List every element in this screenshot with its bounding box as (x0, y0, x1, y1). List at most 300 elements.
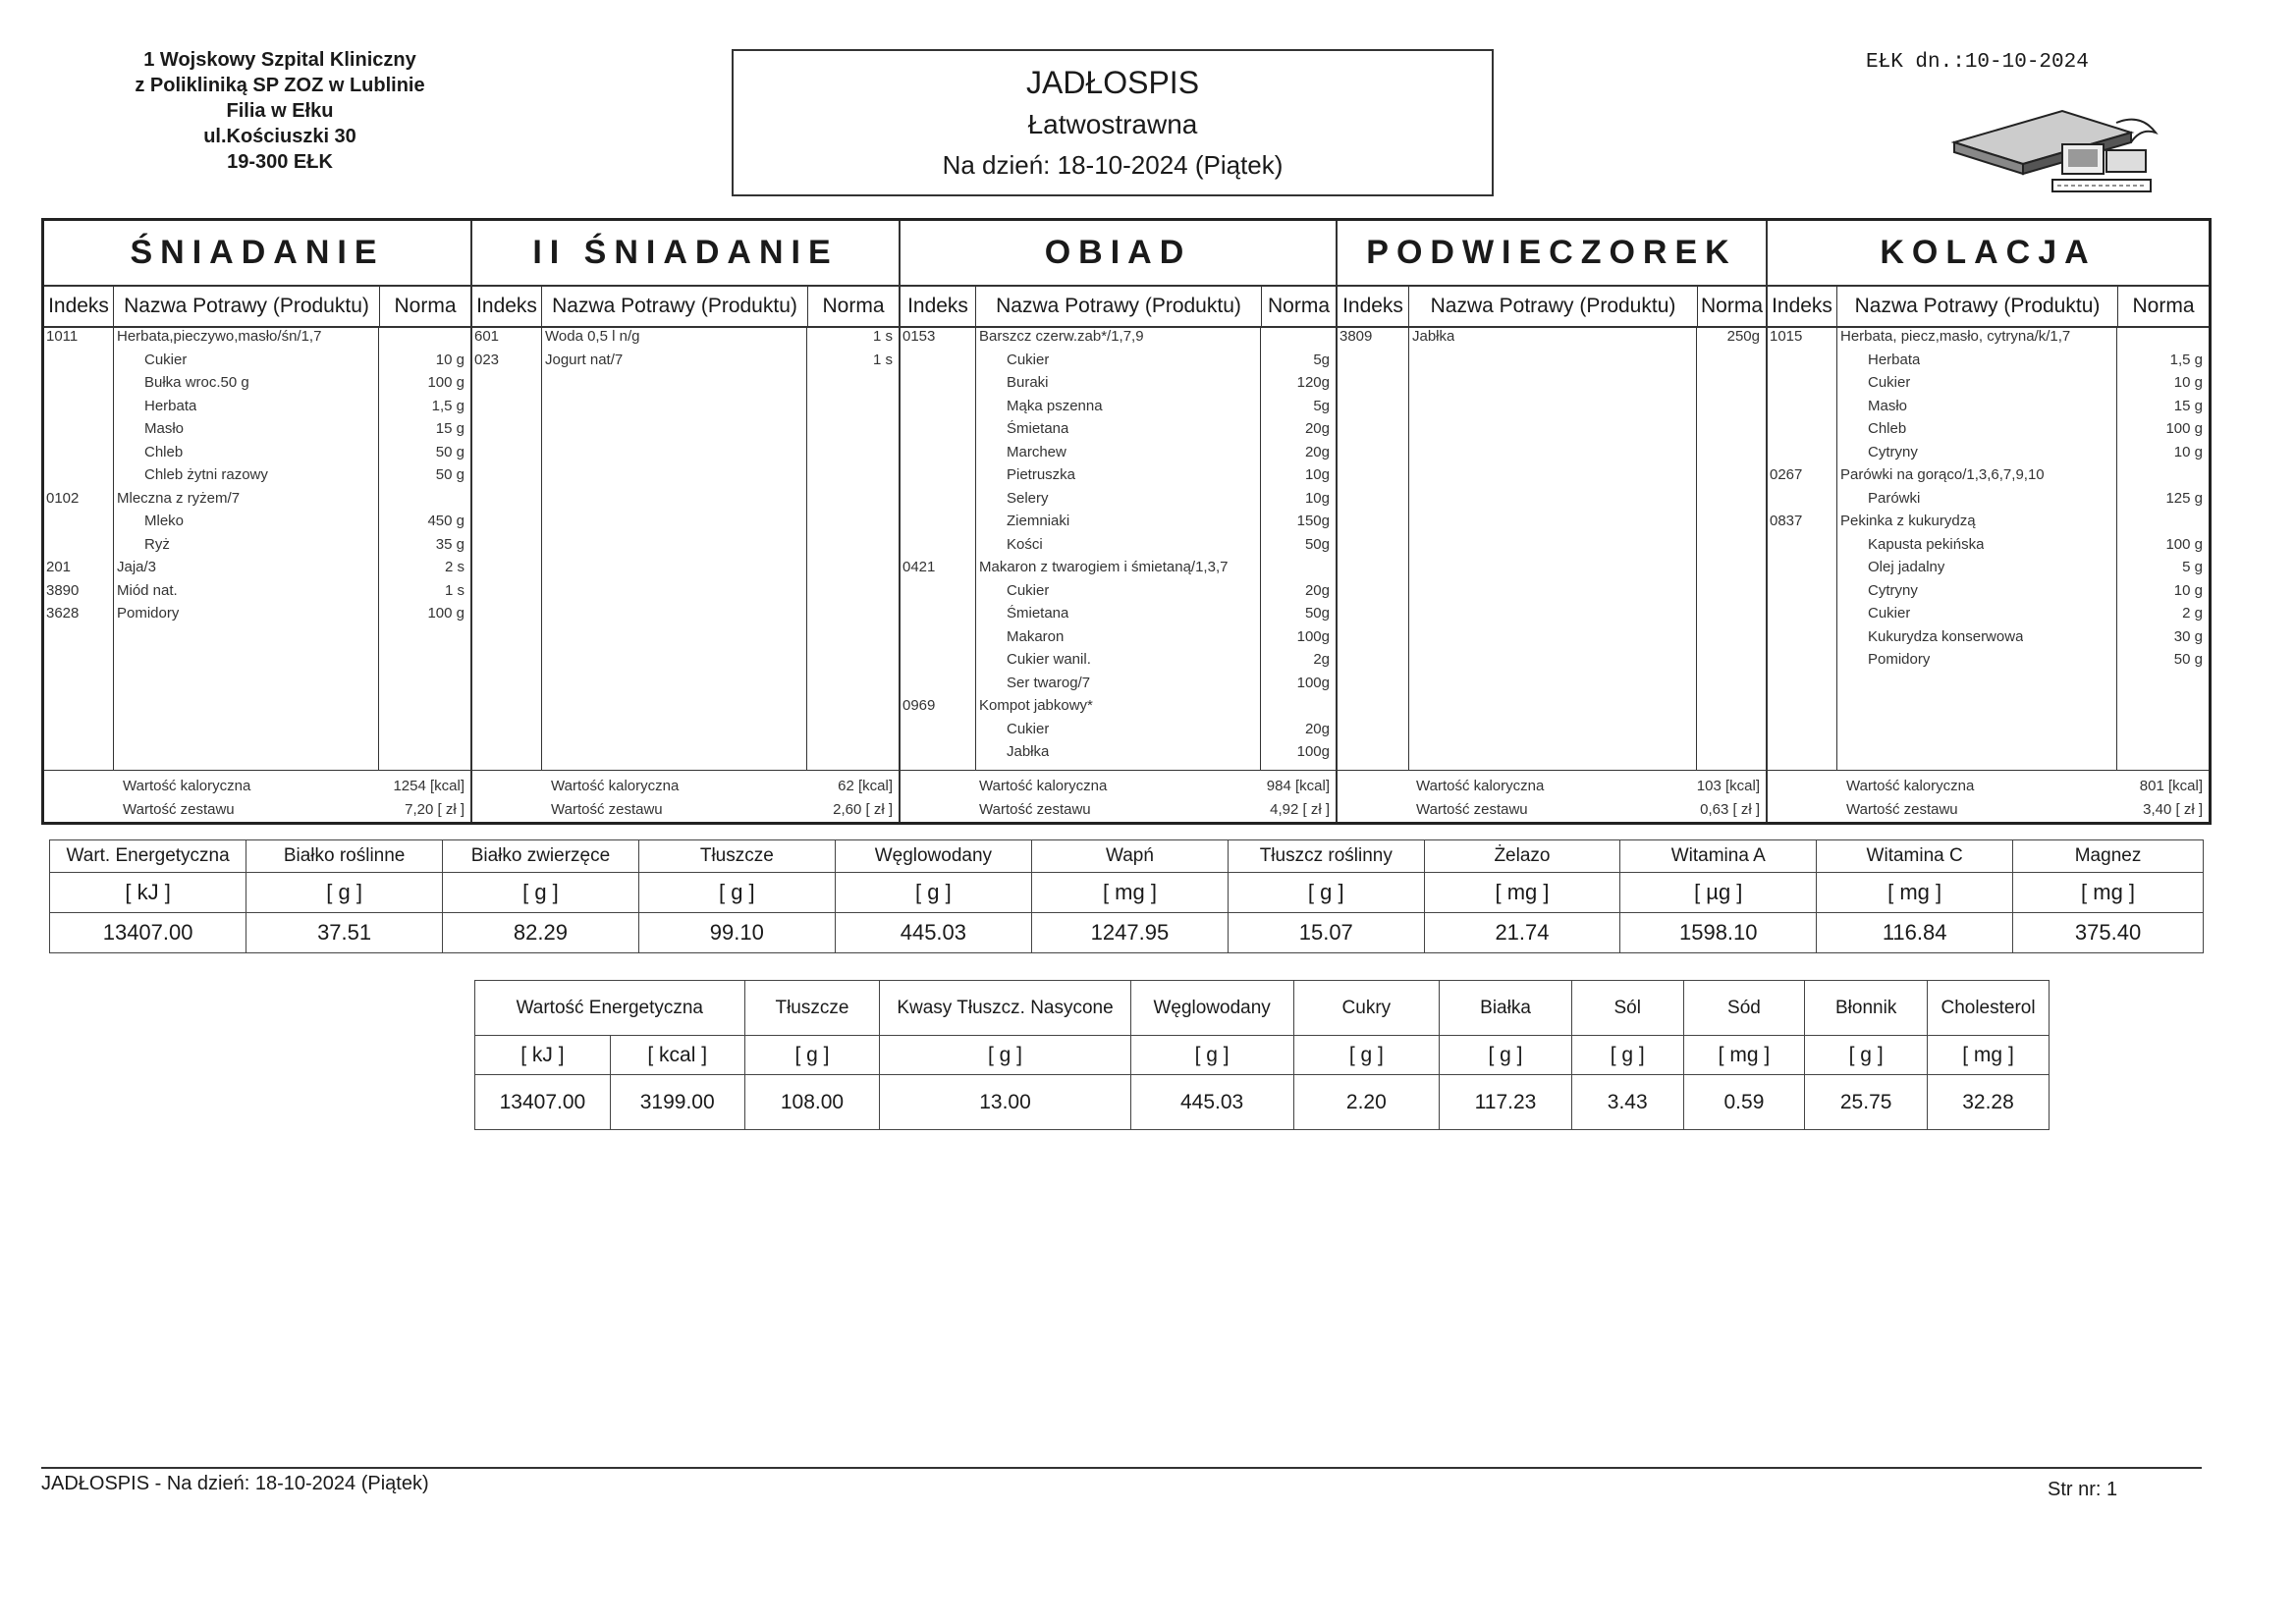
menu-row (44, 605, 470, 627)
nutrient-header: Żelazo (1424, 840, 1620, 873)
row-index: 0267 (1770, 466, 1803, 483)
summary-divider (44, 770, 470, 771)
nutrient-value: 116.84 (1817, 913, 2013, 953)
row-name: Jogurt nat/7 (545, 351, 624, 368)
row-name: Pietruszka (1007, 466, 1076, 483)
row-index: 0969 (902, 697, 936, 714)
menu-row (901, 628, 1336, 651)
row-norm: 250g (1726, 328, 1760, 345)
footer-divider (41, 1467, 2202, 1469)
diet-name: Łatwostrawna (1027, 109, 1198, 139)
kcal-value: 801 [kcal] (2139, 778, 2203, 794)
menu-row (1768, 420, 2209, 443)
menu-row (44, 374, 470, 397)
nutrient-header: Wapń (1032, 840, 1229, 873)
row-index: 3809 (1339, 328, 1373, 345)
menu-row (901, 697, 1336, 720)
menu-row (901, 352, 1336, 374)
kcal-label: Wartość kaloryczna (123, 778, 251, 794)
row-index: 601 (474, 328, 500, 345)
nutrient-header: Magnez (2013, 840, 2204, 873)
row-norm: 20g (1304, 720, 1330, 737)
cost-value: 0,63 [ zł ] (1700, 801, 1760, 818)
hospital-line: 19-300 EŁK (227, 151, 333, 173)
nutrient-value: 445.03 (835, 913, 1031, 953)
row-index: 3890 (46, 581, 80, 599)
row-norm: 1,5 g (431, 397, 465, 414)
row-name: Ziemniaki (1007, 513, 1070, 529)
row-norm: 15 g (2173, 397, 2203, 414)
nutrient-unit: [ g ] (442, 873, 638, 913)
menu-row (901, 582, 1336, 605)
row-norm: 50g (1304, 535, 1330, 553)
book-computer-logo (1944, 103, 2170, 196)
menu-row (1768, 444, 2209, 466)
nutrient-unit: [ mg ] (2013, 873, 2204, 913)
column-headers (1338, 287, 1766, 328)
cost-value: 7,20 [ zł ] (405, 801, 465, 818)
column-divider (1408, 326, 1409, 770)
column-norm: Norma (1267, 295, 1330, 317)
row-name: Śmietana (1007, 420, 1069, 437)
nutrient-value: 1247.95 (1032, 913, 1229, 953)
label-nutrient-unit: [ g ] (1805, 1036, 1928, 1075)
label-nutrient-header: Kwasy Tłuszcz. Nasycone (880, 981, 1130, 1036)
menu-row (1768, 628, 2209, 651)
menu-row (1768, 582, 2209, 605)
row-norm: 100g (1296, 743, 1330, 760)
column-norm: Norma (822, 295, 885, 317)
label-nutrient-unit: [ g ] (1571, 1036, 1683, 1075)
nutrient-value: 375.40 (2013, 913, 2204, 953)
summary-divider (472, 770, 899, 771)
row-name: Cukier (1007, 720, 1050, 737)
row-name: Cukier (1868, 374, 1911, 391)
cost-value: 3,40 [ zł ] (2143, 801, 2203, 818)
row-name: Mleczna z ryżem/7 (117, 489, 241, 507)
menu-row (901, 536, 1336, 559)
label-nutrient-value: 32.28 (1928, 1075, 2050, 1130)
nutrition-table-label (474, 980, 2050, 1130)
meal-title: KOLACJA (1768, 221, 2209, 287)
label-nutrient-value: 117.23 (1440, 1075, 1572, 1130)
column-index: Indeks (1768, 287, 1837, 326)
meal-body (1338, 326, 1766, 822)
hospital-line: 1 Wojskowy Szpital Kliniczny (143, 49, 416, 71)
cost-label: Wartość zestawu (1416, 801, 1528, 818)
meal-body (901, 326, 1336, 822)
row-norm: 100 g (427, 605, 465, 622)
row-name: Herbata (1868, 351, 1921, 368)
row-norm: 50 g (2173, 651, 2203, 668)
row-name: Kapusta pekińska (1868, 535, 1985, 553)
nutrient-unit: [ g ] (835, 873, 1031, 913)
row-norm: 50 g (435, 466, 465, 483)
row-name: Kompot jabkowy* (979, 697, 1093, 714)
menu-row (44, 328, 470, 351)
menu-row (44, 352, 470, 374)
row-name: Makaron (1007, 627, 1065, 645)
menu-row (901, 328, 1336, 351)
nutrient-unit: [ kJ ] (50, 873, 246, 913)
nutrient-unit: [ mg ] (1817, 873, 2013, 913)
row-norm: 50 g (435, 443, 465, 460)
nutrition-table-main (49, 839, 2204, 953)
row-norm: 100 g (2165, 535, 2203, 553)
row-norm: 1 s (872, 351, 893, 368)
nutrient-value: 13407.00 (50, 913, 246, 953)
menu-date: Na dzień: 18-10-2024 (Piątek) (942, 150, 1284, 180)
row-name: Herbata (144, 397, 197, 414)
nutrient-header: Węglowodany (835, 840, 1031, 873)
kcal-label: Wartość kaloryczna (979, 778, 1108, 794)
menu-row (1768, 352, 2209, 374)
cost-value: 4,92 [ zł ] (1270, 801, 1330, 818)
meal-title: PODWIECZOREK (1338, 221, 1766, 287)
column-headers (1768, 287, 2209, 328)
meal-afternoon-snack (1338, 221, 1768, 822)
summary-divider (901, 770, 1336, 771)
row-norm: 30 g (2173, 627, 2203, 645)
row-norm: 5g (1313, 351, 1330, 368)
meals-table (41, 218, 2212, 825)
row-norm: 35 g (435, 535, 465, 553)
label-nutrient-unit: [ mg ] (1683, 1036, 1805, 1075)
row-name: Masło (144, 420, 185, 437)
nutrient-value: 15.07 (1228, 913, 1424, 953)
label-nutrient-header: Tłuszcze (744, 981, 880, 1036)
label-nutrient-unit: [ g ] (1440, 1036, 1572, 1075)
row-name: Jabłka (1412, 328, 1455, 345)
menu-row (1768, 466, 2209, 489)
menu-row (901, 398, 1336, 420)
label-nutrient-header: Sól (1571, 981, 1683, 1036)
issue-date: EŁK dn.:10-10-2024 (1866, 51, 2089, 74)
row-name: Herbata, piecz,masło, cytryna/k/1,7 (1840, 328, 2071, 345)
cost-label: Wartość zestawu (1846, 801, 1958, 818)
menu-row (1768, 398, 2209, 420)
label-nutrient-value: 3199.00 (610, 1075, 744, 1130)
summary-divider (1768, 770, 2209, 771)
row-name: Jabłka (1007, 743, 1050, 760)
meal-lunch (901, 221, 1338, 822)
meal-body (472, 326, 899, 822)
row-norm: 5g (1313, 397, 1330, 414)
row-name: Ryż (144, 535, 170, 553)
hospital-line: Filia w Ełku (226, 100, 334, 122)
label-nutrient-value: 108.00 (744, 1075, 880, 1130)
row-name: Pekinka z kukurydzą (1840, 513, 1976, 529)
meal-title: ŚNIADANIE (44, 221, 470, 287)
menu-row (44, 420, 470, 443)
row-index: 1015 (1770, 328, 1803, 345)
meal-second-breakfast (472, 221, 901, 822)
row-index: 3628 (46, 605, 80, 622)
row-norm: 1 s (872, 328, 893, 345)
nutrient-value: 82.29 (442, 913, 638, 953)
row-name: Cytryny (1868, 443, 1918, 460)
meal-breakfast (44, 221, 472, 822)
menu-row (1768, 536, 2209, 559)
label-nutrient-unit: [ g ] (1293, 1036, 1440, 1075)
hospital-line: ul.Kościuszki 30 (203, 126, 356, 147)
footer-title: JADŁOSPIS - Na dzień: 18-10-2024 (Piątek) (41, 1473, 429, 1494)
menu-row (901, 605, 1336, 627)
menu-row (44, 444, 470, 466)
row-name: Pomidory (117, 605, 180, 622)
column-headers (472, 287, 899, 328)
row-norm: 50g (1304, 605, 1330, 622)
row-name: Barszcz czerw.zab*/1,7,9 (979, 328, 1144, 345)
row-index: 0837 (1770, 513, 1803, 529)
row-name: Pomidory (1868, 651, 1931, 668)
nutrient-unit: [ g ] (246, 873, 443, 913)
menu-row (472, 352, 899, 374)
row-norm: 10 g (2173, 443, 2203, 460)
row-norm: 10 g (435, 351, 465, 368)
nutrient-value: 99.10 (638, 913, 835, 953)
column-index: Indeks (44, 287, 114, 326)
column-divider (1696, 326, 1697, 770)
row-name: Selery (1007, 489, 1049, 507)
row-norm: 20g (1304, 581, 1330, 599)
row-name: Buraki (1007, 374, 1049, 391)
row-name: Makaron z twarogiem i śmietaną/1,3,7 (979, 559, 1229, 575)
meal-title: II ŚNIADANIE (472, 221, 899, 287)
row-norm: 100 g (2165, 420, 2203, 437)
label-nutrient-unit: [ kcal ] (610, 1036, 744, 1075)
nutrient-unit: [ g ] (1228, 873, 1424, 913)
column-name: Nazwa Potrawy (Produktu) (1837, 287, 2118, 326)
row-index: 0421 (902, 559, 936, 575)
row-index: 0153 (902, 328, 936, 345)
nutrient-header: Witamina A (1620, 840, 1817, 873)
menu-row (1768, 374, 2209, 397)
column-divider (806, 326, 807, 770)
column-norm: Norma (394, 295, 457, 317)
label-nutrient-unit: [ g ] (880, 1036, 1130, 1075)
row-name: Kukurydza konserwowa (1868, 627, 2024, 645)
row-name: Olej jadalny (1868, 559, 1945, 575)
row-norm: 1,5 g (2169, 351, 2203, 368)
row-norm: 100g (1296, 627, 1330, 645)
kcal-label: Wartość kaloryczna (1846, 778, 1975, 794)
column-index: Indeks (901, 287, 976, 326)
meal-dinner (1768, 221, 2209, 822)
row-norm: 10g (1304, 489, 1330, 507)
label-nutrient-header: Cukry (1293, 981, 1440, 1036)
menu-row (44, 490, 470, 513)
row-name: Bułka wroc.50 g (144, 374, 249, 391)
row-index: 0102 (46, 489, 80, 507)
column-name: Nazwa Potrawy (Produktu) (114, 287, 380, 326)
menu-row (472, 328, 899, 351)
row-name: Mleko (144, 513, 185, 529)
row-name: Woda 0,5 l n/g (545, 328, 640, 345)
nutrient-header: Tłuszcze (638, 840, 835, 873)
menu-row (901, 513, 1336, 535)
row-index: 201 (46, 559, 72, 575)
meal-body (44, 326, 470, 822)
label-nutrient-unit: [ mg ] (1928, 1036, 2050, 1075)
label-nutrient-value: 445.03 (1130, 1075, 1293, 1130)
row-norm: 100g (1296, 674, 1330, 691)
row-norm: 2g (1313, 651, 1330, 668)
cost-label: Wartość zestawu (123, 801, 235, 818)
row-norm: 125 g (2165, 489, 2203, 507)
menu-row (901, 420, 1336, 443)
row-name: Chleb żytni razowy (144, 466, 268, 483)
kcal-label: Wartość kaloryczna (1416, 778, 1545, 794)
label-nutrient-header: Błonnik (1805, 981, 1928, 1036)
row-name: Chleb (144, 443, 184, 460)
summary-divider (1338, 770, 1766, 771)
row-norm: 1 s (444, 581, 465, 599)
column-headers (44, 287, 470, 328)
label-nutrient-value: 25.75 (1805, 1075, 1928, 1130)
menu-row (901, 466, 1336, 489)
nutrient-unit: [ mg ] (1424, 873, 1620, 913)
menu-row (901, 675, 1336, 697)
menu-row (901, 721, 1336, 743)
label-nutrient-header: Węglowodany (1130, 981, 1293, 1036)
label-nutrient-header: Cholesterol (1928, 981, 2050, 1036)
nutrient-header: Tłuszcz roślinny (1228, 840, 1424, 873)
title-box (732, 49, 1494, 196)
row-name: Cukier (1007, 581, 1050, 599)
row-norm: 450 g (427, 513, 465, 529)
row-norm: 20g (1304, 420, 1330, 437)
page-number: Str nr: 1 (2048, 1479, 2118, 1500)
column-name: Nazwa Potrawy (Produktu) (1409, 287, 1698, 326)
row-norm: 10 g (2173, 374, 2203, 391)
cost-label: Wartość zestawu (551, 801, 663, 818)
label-nutrient-unit: [ g ] (1130, 1036, 1293, 1075)
nutrient-value: 1598.10 (1620, 913, 1817, 953)
label-nutrient-header: Wartość Energetyczna (475, 981, 745, 1036)
menu-row (1768, 651, 2209, 674)
row-name: Cukier (1868, 605, 1911, 622)
row-name: Miód nat. (117, 581, 178, 599)
row-norm: 5 g (2182, 559, 2203, 575)
column-norm: Norma (2132, 295, 2195, 317)
menu-row (44, 513, 470, 535)
hospital-address (88, 47, 471, 175)
row-name: Cytryny (1868, 581, 1918, 599)
row-name: Parówki na gorąco/1,3,6,7,9,10 (1840, 466, 2045, 483)
column-headers (901, 287, 1336, 328)
row-norm: 100 g (427, 374, 465, 391)
menu-row (1338, 328, 1766, 351)
row-norm: 20g (1304, 443, 1330, 460)
row-index: 1011 (46, 328, 79, 345)
menu-row (1768, 559, 2209, 581)
nutrient-header: Wart. Energetyczna (50, 840, 246, 873)
column-name: Nazwa Potrawy (Produktu) (976, 287, 1262, 326)
column-name: Nazwa Potrawy (Produktu) (542, 287, 808, 326)
meal-title: OBIAD (901, 221, 1336, 287)
column-norm: Norma (1700, 295, 1763, 317)
row-norm: 15 g (435, 420, 465, 437)
row-norm: 10 g (2173, 581, 2203, 599)
cost-label: Wartość zestawu (979, 801, 1091, 818)
label-nutrient-unit: [ g ] (744, 1036, 880, 1075)
nutrient-unit: [ mg ] (1032, 873, 1229, 913)
menu-row (44, 466, 470, 489)
row-name: Cukier (1007, 351, 1050, 368)
row-name: Herbata,pieczywo,masło/śn/1,7 (117, 328, 322, 345)
column-index: Indeks (472, 287, 542, 326)
menu-row (901, 743, 1336, 766)
row-index: 023 (474, 351, 500, 368)
menu-row (901, 490, 1336, 513)
row-norm: 10g (1304, 466, 1330, 483)
row-name: Chleb (1868, 420, 1907, 437)
row-norm: 150g (1296, 513, 1330, 529)
nutrient-header: Białko roślinne (246, 840, 443, 873)
menu-row (1768, 513, 2209, 535)
label-nutrient-value: 2.20 (1293, 1075, 1440, 1130)
document-title: JADŁOSPIS (1025, 65, 1200, 100)
menu-row (44, 536, 470, 559)
column-index: Indeks (1338, 287, 1409, 326)
menu-row (901, 651, 1336, 674)
row-name: Jaja/3 (117, 559, 157, 575)
label-nutrient-header: Sód (1683, 981, 1805, 1036)
menu-row (1768, 490, 2209, 513)
kcal-value: 1254 [kcal] (393, 778, 465, 794)
row-name: Kości (1007, 535, 1043, 553)
row-name: Masło (1868, 397, 1908, 414)
row-norm: 2 s (444, 559, 465, 575)
hospital-line: z Polikliniką SP ZOZ w Lublinie (135, 75, 425, 96)
kcal-value: 62 [kcal] (838, 778, 893, 794)
nutrient-header: Witamina C (1817, 840, 2013, 873)
cost-value: 2,60 [ zł ] (833, 801, 893, 818)
meal-body (1768, 326, 2209, 822)
label-nutrient-value: 3.43 (1571, 1075, 1683, 1130)
kcal-value: 984 [kcal] (1266, 778, 1330, 794)
label-nutrient-value: 0.59 (1683, 1075, 1805, 1130)
nutrient-value: 21.74 (1424, 913, 1620, 953)
menu-row (1768, 605, 2209, 627)
row-name: Parówki (1868, 489, 1921, 507)
row-name: Ser twarog/7 (1007, 674, 1091, 691)
label-nutrient-header: Białka (1440, 981, 1572, 1036)
menu-row (44, 582, 470, 605)
kcal-label: Wartość kaloryczna (551, 778, 680, 794)
menu-row (901, 559, 1336, 581)
row-norm: 120g (1296, 374, 1330, 391)
row-name: Cukier wanil. (1007, 651, 1091, 668)
menu-row (901, 444, 1336, 466)
menu-row (901, 374, 1336, 397)
row-norm: 2 g (2182, 605, 2203, 622)
menu-row (44, 398, 470, 420)
label-nutrient-value: 13407.00 (475, 1075, 611, 1130)
row-name: Marchew (1007, 443, 1066, 460)
menu-row (44, 559, 470, 581)
nutrient-unit: [ µg ] (1620, 873, 1817, 913)
kcal-value: 103 [kcal] (1696, 778, 1760, 794)
row-name: Cukier (144, 351, 188, 368)
menu-row (1768, 328, 2209, 351)
row-name: Mąka pszenna (1007, 397, 1103, 414)
column-divider (541, 326, 542, 770)
nutrient-header: Białko zwierzęce (442, 840, 638, 873)
label-nutrient-unit: [ kJ ] (475, 1036, 611, 1075)
nutrient-value: 37.51 (246, 913, 443, 953)
